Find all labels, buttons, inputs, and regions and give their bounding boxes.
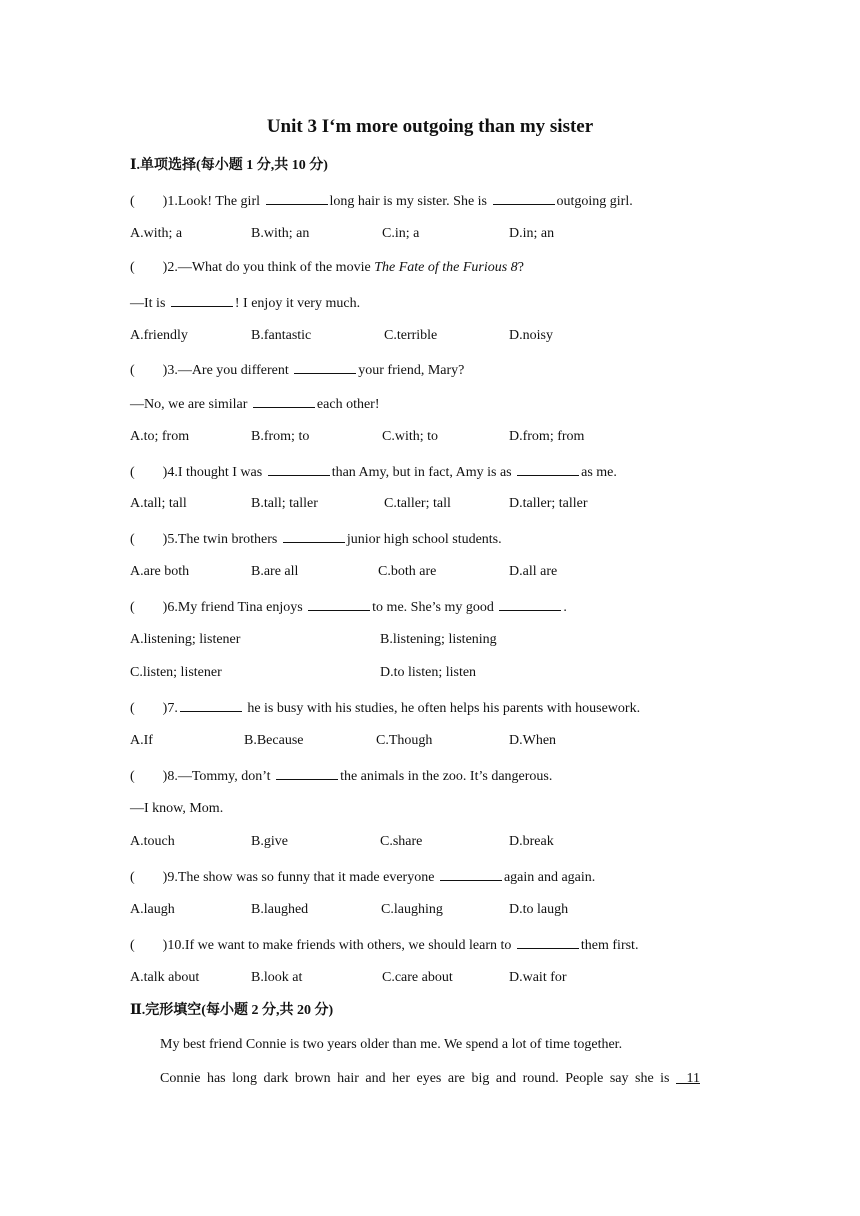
question-text: to me. She’s my good [372,600,498,615]
section-heading-multiple-choice: Ⅰ.单项选择(每小题 1 分,共 10 分) [130,158,328,173]
answer-blank[interactable] [499,596,561,611]
option-a: A.are both [130,564,190,579]
section-heading-cloze: Ⅱ.完形填空(每小题 2 分,共 20 分) [130,1003,334,1018]
option-d: D.wait for [509,970,567,985]
answer-blank[interactable] [253,393,315,408]
option-b: B.from; to [251,429,310,444]
question-text: outgoing girl. [556,194,633,209]
cloze-blank-11[interactable]: 11 [676,1071,700,1086]
option-b: B.look at [251,970,303,985]
option-c: C.taller; tall [384,496,451,511]
question-text: junior high school students. [346,532,502,547]
option-c: C.share [380,834,423,849]
option-d: D.to laugh [509,902,569,917]
question-text: ( )7. [130,701,178,716]
question-text: ( )9.The show was so funny that it made everyone [130,870,438,885]
question-text: —It is [130,296,169,311]
option-c: C.in; a [382,226,420,241]
option-b: B.tall; taller [251,496,318,511]
answer-blank[interactable] [517,461,579,476]
question-4 [130,461,617,481]
option-a: A.laugh [130,902,175,917]
option-c: C.terrible [384,328,438,343]
answer-blank[interactable] [266,190,328,205]
answer-blank[interactable] [283,528,345,543]
answer-blank[interactable] [517,934,579,949]
option-b: B.listening; listening [380,632,497,647]
movie-title: The Fate of the Furious 8 [374,260,518,275]
question-10 [130,934,638,954]
option-b: B.laughed [251,902,309,917]
question-3 [130,359,464,379]
option-a: A.talk about [130,970,200,985]
question-1 [130,190,633,210]
option-b: B.give [251,834,288,849]
options-q5 [130,562,770,582]
question-2-reply [130,292,360,312]
question-text: ! I enjoy it very much. [234,296,361,311]
option-d: D.to listen; listen [380,665,477,680]
option-c: C.listen; listener [130,665,222,680]
question-text: than Amy, but in fact, Amy is as [331,465,516,480]
option-c: C.laughing [381,902,443,917]
question-text: ? [517,260,524,275]
options-q3 [130,427,770,447]
option-d: D.noisy [509,328,553,343]
option-c: C.with; to [382,429,439,444]
answer-blank[interactable] [268,461,330,476]
option-a: A.touch [130,834,175,849]
question-text: long hair is my sister. She is [329,194,491,209]
question-text: ( )5.The twin brothers [130,532,281,547]
question-7 [130,697,640,717]
answer-blank[interactable] [294,359,356,374]
option-c: C.care about [382,970,453,985]
answer-blank[interactable] [171,292,233,307]
question-text: again and again. [503,870,596,885]
question-text: ( )1.Look! The girl [130,194,264,209]
options-q1 [130,224,770,244]
option-c: C.both are [378,564,437,579]
question-text: he is busy with his studies, he often helps his parents with housework. [243,701,641,716]
option-b: B.fantastic [251,328,312,343]
question-text: ( )6.My friend Tina enjoys [130,600,307,615]
question-text: as me. [581,465,617,480]
question-text: ( )3.—Are you different [130,363,293,378]
option-d: D.from; from [509,429,585,444]
paragraph-text: Connie has long dark brown hair and her eyes are big and round. People say she is [160,1071,676,1086]
option-d: D.break [509,834,554,849]
option-a: A.with; a [130,226,183,241]
options-q4 [130,494,770,514]
question-8 [130,765,552,785]
answer-blank[interactable] [493,190,555,205]
option-d: D.When [509,733,557,748]
question-text: —No, we are similar [130,397,251,412]
options-q6-row2 [130,663,770,683]
question-8-reply: —I know, Mom. [130,801,224,816]
option-a: A.listening; listener [130,632,241,647]
option-a: A.to; from [130,429,190,444]
options-q6-row1 [130,630,770,650]
question-3-reply [130,393,380,413]
question-5 [130,528,502,548]
option-d: D.all are [509,564,558,579]
options-q7 [130,731,770,751]
option-b: B.are all [251,564,299,579]
answer-blank[interactable] [440,866,502,881]
page-title: Unit 3 I‘m more outgoing than my sister [266,116,594,137]
question-text: each other! [316,397,380,412]
option-a: A.If [130,733,153,748]
question-text: ( )2.—What do you think of the movie [130,260,375,275]
question-text: the animals in the zoo. It’s dangerous. [340,769,553,784]
cloze-paragraph-1: My best friend Connie is two years older than me. We spend a lot of time together. [160,1037,623,1052]
option-d: D.taller; taller [509,496,588,511]
answer-blank[interactable] [276,765,338,780]
option-b: B.Because [244,733,304,748]
cloze-paragraph-2 [160,1069,730,1089]
option-a: A.tall; tall [130,496,187,511]
options-q10 [130,968,770,988]
question-6 [130,596,567,616]
question-text: ( )8.—Tommy, don’t [130,769,275,784]
options-q9 [130,900,770,920]
options-q8 [130,832,770,852]
question-text: them first. [580,938,639,953]
question-9 [130,866,595,886]
answer-blank[interactable] [308,596,370,611]
question-text: your friend, Mary? [358,363,465,378]
options-q2 [130,326,770,346]
option-b: B.with; an [251,226,310,241]
option-c: C.Though [376,733,433,748]
question-2 [130,258,524,278]
question-text: ( )4.I thought I was [130,465,266,480]
answer-blank[interactable] [180,697,242,712]
question-text: ( )10.If we want to make friends with others, we should learn to [130,938,515,953]
question-text: . [563,600,567,615]
option-a: A.friendly [130,328,188,343]
option-d: D.in; an [509,226,555,241]
